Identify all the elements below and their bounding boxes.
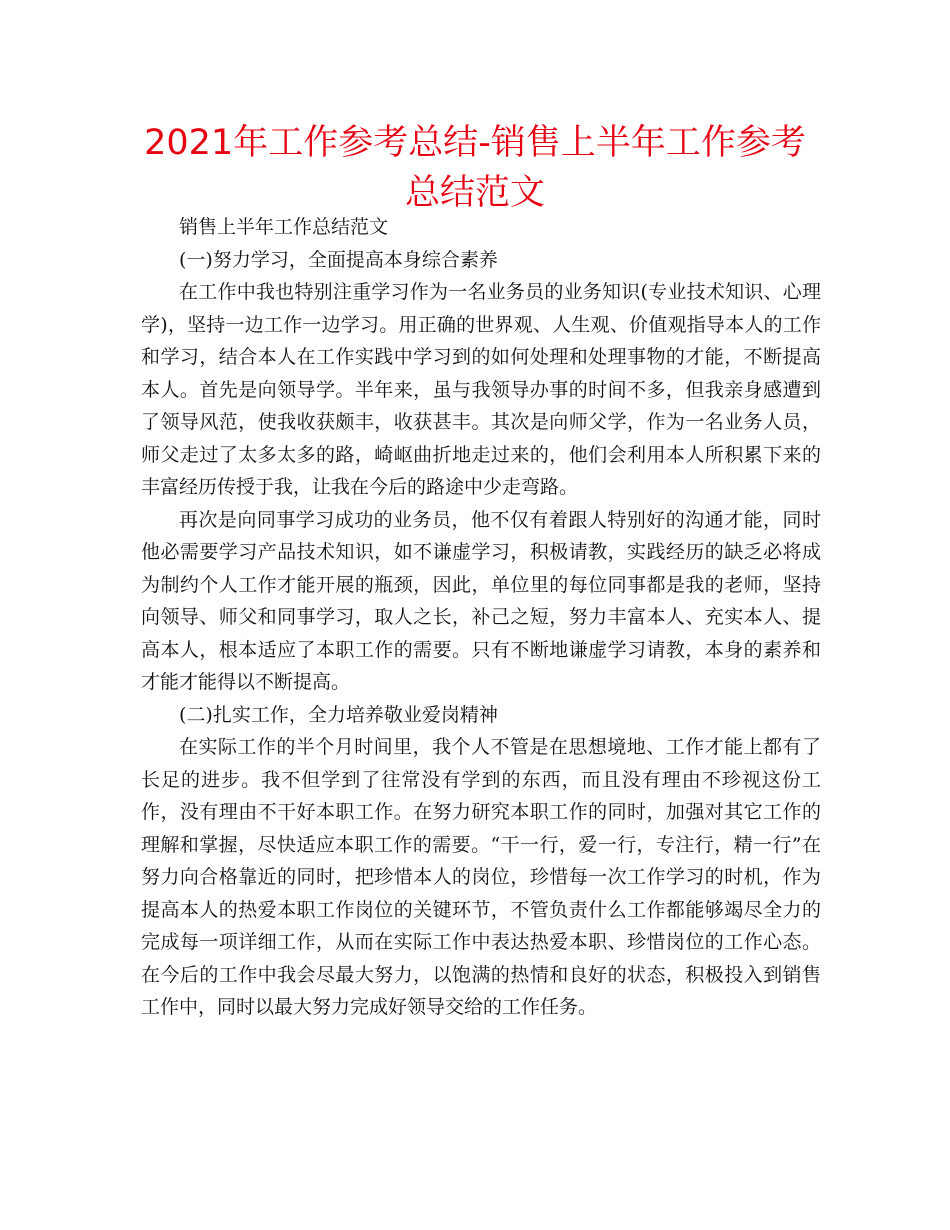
paragraph: 在实际工作的半个月时间里，我个人不管是在思想境地、工作才能上都有了长足的进步。我不但学到了往常没有学到的东西，而且没有理由不珍视这份工作，没有理由不干好本职工作。在努力研究本职工作的同时，加强对其它工作的理解和掌握，尽快适应本职工作的需要。“干一行，爱一行，专注行，精一行”在努力向合格靠近的同时，把珍惜本人的岗位，珍惜每一次工作学习的时机，作为提高本人的热爱本职工作岗位的关键环节，不管负责什么工作都能够竭尽全力的完成每一项详细工作，从而在实际工作中表达热爱本职、珍惜岗位的工作心态。在今后的工作中我会尽最大努力，以饱满的热情和良好的状态，积极投入到销售工作中，同时以最大努力完成好领导交给的工作任务。 — [141, 736, 821, 1018]
document-body — [141, 211, 821, 1024]
section-heading-1: (一)努力学习，全面提高本身综合素养 — [179, 248, 498, 271]
paragraph-subtitle: 销售上半年工作总结范文 — [179, 216, 389, 238]
paragraph: 再次是向同事学习成功的业务员，他不仅有着跟人特别好的沟通才能，同时他必需要学习产品技术知识，如不谦虚学习，积极请教，实践经历的缺乏必将成为制约个人工作才能开展的瓶颈，因此，单位里的每位同事都是我的老师，坚持向领导、师父和同事学习，取人之长，补己之短，努力丰富本人、充实本人、提高本人，根本适应了本职工作的需要。只有不断地谦虚学习请教，本身的素养和才能才能得以不断提高。 — [141, 508, 821, 693]
document-title: 2021年工作参考总结-销售上半年工作参考总结范文 — [144, 123, 806, 213]
paragraph: 在工作中我也特别注重学习作为一名业务员的业务知识(专业技术知识、心理学)，坚持一边工作一边学习。用正确的世界观、人生观、价值观指导本人的工作和学习，结合本人在工作实践中学习到的如何处理和处理事物的才能，不断提高本人。首先是向领导学。半年来，虽与我领导办事的时间不多，但我亲身感遭到了领导风范，使我收获颇丰，收获甚丰。其次是向师父学，作为一名业务人员，师父走过了太多太多的路，崎岖曲折地走过来的，他们会利用本人所积累下来的丰富经历传授于我，让我在今后的路途中少走弯路。 — [141, 281, 821, 498]
section-heading-2: (二)扎实工作，全力培养敬业爱岗精神 — [179, 703, 498, 726]
